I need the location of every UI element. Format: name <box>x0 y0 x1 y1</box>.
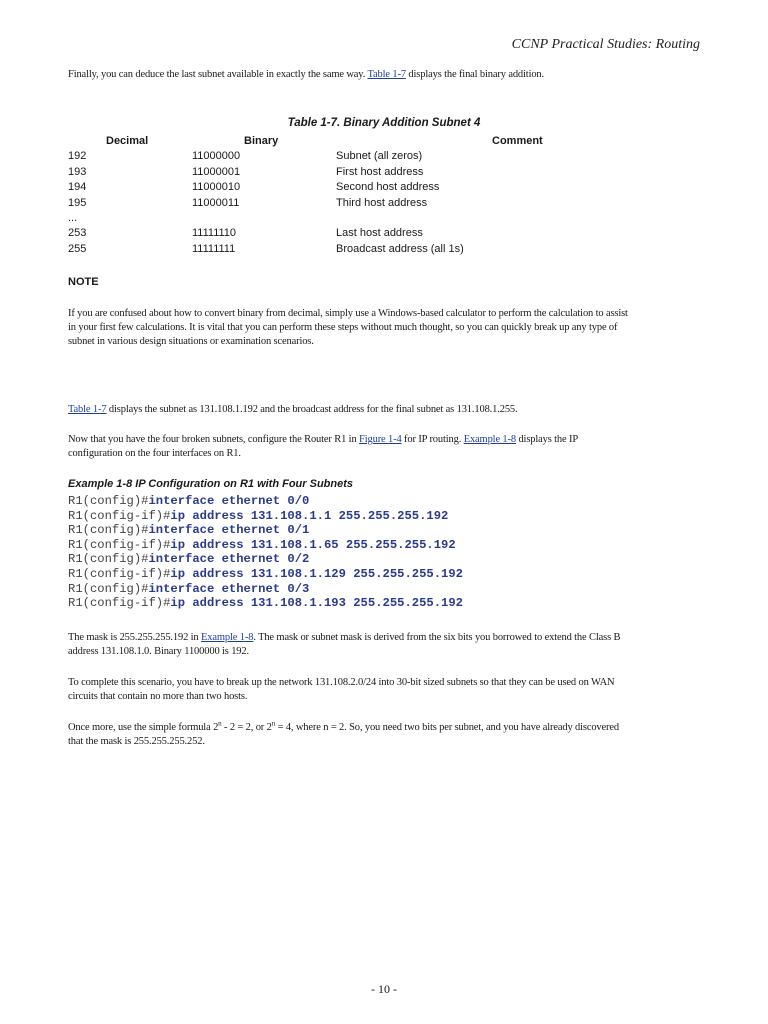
page-number: - 10 - <box>371 982 397 996</box>
table-header-row <box>68 135 704 150</box>
note-paragraph <box>68 307 704 349</box>
cell-binary: 11000010 <box>192 181 241 194</box>
example-1-8-link[interactable]: Example 1-8 <box>201 632 254 643</box>
code-prompt: R1(config-if)# <box>68 566 171 581</box>
code-prompt: R1(config)# <box>68 523 149 538</box>
paragraph-line: address 131.108.1.0. Binary 1100000 is 192. <box>68 646 249 657</box>
cell-decimal: 195 <box>68 196 87 209</box>
cell-decimal: 194 <box>68 181 87 194</box>
cell-comment: Broadcast address (all 1s) <box>336 242 464 255</box>
table-row <box>68 181 704 196</box>
code-line <box>68 552 463 567</box>
paragraph-text: for IP routing. <box>401 434 464 445</box>
note-line: in your first few calculations. It is vital that you can perform these steps without much thought, so you can quickly break up any type of <box>68 322 618 333</box>
code-listing <box>68 494 463 611</box>
column-header-decimal: Decimal <box>106 135 149 147</box>
superscript-n: n <box>218 719 222 728</box>
table-1-7-link[interactable]: Table 1-7 <box>367 69 406 80</box>
table-row <box>68 166 704 181</box>
cell-comment: Subnet (all zeros) <box>336 150 423 163</box>
code-command: ip address 131.108.1.1 255.255.255.192 <box>170 508 449 523</box>
code-prompt: R1(config-if)# <box>68 537 171 552</box>
table-row <box>68 197 704 212</box>
table-row <box>68 227 704 242</box>
cell-binary: 11000001 <box>192 165 241 178</box>
code-line <box>68 582 463 597</box>
code-command: interface ethernet 0/2 <box>148 552 310 567</box>
example-1-8-link[interactable]: Example 1-8 <box>463 434 516 445</box>
paragraph-text: . The mask or subnet mask is derived from the six bits you borrowed to extend the Class B <box>253 632 621 643</box>
configure-paragraph <box>68 433 704 461</box>
complete-scenario-paragraph <box>68 676 704 704</box>
code-line <box>68 596 463 611</box>
cell-decimal: 192 <box>68 150 87 163</box>
paragraph-text: Now that you have the four broken subnets, configure the Router R1 in <box>68 434 360 445</box>
column-header-binary: Binary <box>244 135 279 147</box>
cell-comment: Last host address <box>336 227 423 240</box>
code-line <box>68 494 463 509</box>
table-1-7-link[interactable]: Table 1-7 <box>68 404 107 415</box>
superscript-n: n <box>271 719 276 728</box>
code-prompt: R1(config)# <box>68 494 149 508</box>
table-row-ellipsis <box>68 212 704 227</box>
intro-text: Finally, you can deduce the last subnet available in exactly the same way. <box>68 69 368 80</box>
cell-binary: 11111110 <box>192 227 237 240</box>
code-line <box>68 538 463 553</box>
code-command: ip address 131.108.1.193 255.255.255.192 <box>170 596 463 611</box>
paragraph-text: displays the IP <box>515 434 579 445</box>
code-prompt: R1(config)# <box>68 581 149 596</box>
paragraph-line: that the mask is 255.255.255.252. <box>68 736 205 747</box>
paragraph-line <box>68 433 704 447</box>
table-row <box>68 243 704 258</box>
paragraph-text: Once more, use the simple formula 2 <box>68 722 219 733</box>
paragraph-text: = 4, where n = 2. So, you need two bits per subnet, and you have already discovered <box>275 722 619 733</box>
paragraph-text: The mask is 255.255.255.192 in <box>68 632 202 643</box>
code-line <box>68 567 463 582</box>
paragraph-line <box>68 721 704 735</box>
cell-decimal: ... <box>68 211 78 224</box>
binary-addition-table <box>68 135 704 258</box>
code-command: interface ethernet 0/0 <box>148 494 310 508</box>
cell-comment: Third host address <box>336 196 428 209</box>
note-line: If you are confused about how to convert binary from decimal, simply use a Windows-based calculator to perform the calculation to assist <box>68 308 628 319</box>
code-line <box>68 523 463 538</box>
code-prompt: R1(config-if)# <box>68 596 171 611</box>
intro-paragraph <box>68 68 704 82</box>
note-heading: NOTE <box>68 276 99 288</box>
cell-decimal: 253 <box>68 227 87 240</box>
table-caption: Table 1-7. Binary Addition Subnet 4 <box>287 117 481 129</box>
paragraph-line: To complete this scenario, you have to break up the network 131.108.2.0/24 into 30-bit sized subnets so that they can be used on WAN <box>68 677 615 688</box>
table-reference-paragraph <box>68 403 704 417</box>
code-line <box>68 509 463 524</box>
example-heading: Example 1-8 IP Configuration on R1 with Four Subnets <box>68 478 354 490</box>
code-prompt: R1(config-if)# <box>68 508 171 523</box>
cell-binary: 11000000 <box>192 150 241 163</box>
note-line: subnet in various design situations or examination scenarios. <box>68 336 314 347</box>
intro-text-end: displays the final binary addition. <box>405 69 545 80</box>
paragraph-text: displays the subnet as 131.108.1.192 and the broadcast address for the final subnet as 131.108.1.255. <box>106 404 518 415</box>
cell-decimal: 193 <box>68 165 87 178</box>
paragraph-text: - 2 = 2, or 2 <box>221 722 272 733</box>
figure-1-4-link[interactable]: Figure 1-4 <box>359 434 402 445</box>
mask-paragraph <box>68 631 704 659</box>
paragraph-line <box>68 631 704 645</box>
code-prompt: R1(config)# <box>68 552 149 567</box>
code-command: ip address 131.108.1.65 255.255.255.192 <box>170 537 456 552</box>
formula-paragraph <box>68 721 704 749</box>
cell-binary: 11111111 <box>192 242 236 255</box>
running-header-title: CCNP Practical Studies: Routing <box>511 37 700 52</box>
paragraph-line: circuits that contain no more than two hosts. <box>68 691 248 702</box>
code-command: interface ethernet 0/1 <box>148 523 310 538</box>
cell-decimal: 255 <box>68 242 87 255</box>
table-row <box>68 150 704 165</box>
code-command: interface ethernet 0/3 <box>148 581 310 596</box>
cell-binary: 11000011 <box>192 196 240 209</box>
column-header-comment: Comment <box>492 135 543 147</box>
cell-comment: First host address <box>336 165 424 178</box>
cell-comment: Second host address <box>336 181 440 194</box>
code-command: ip address 131.108.1.129 255.255.255.192 <box>170 566 463 581</box>
paragraph-line: configuration on the four interfaces on R1. <box>68 448 241 459</box>
